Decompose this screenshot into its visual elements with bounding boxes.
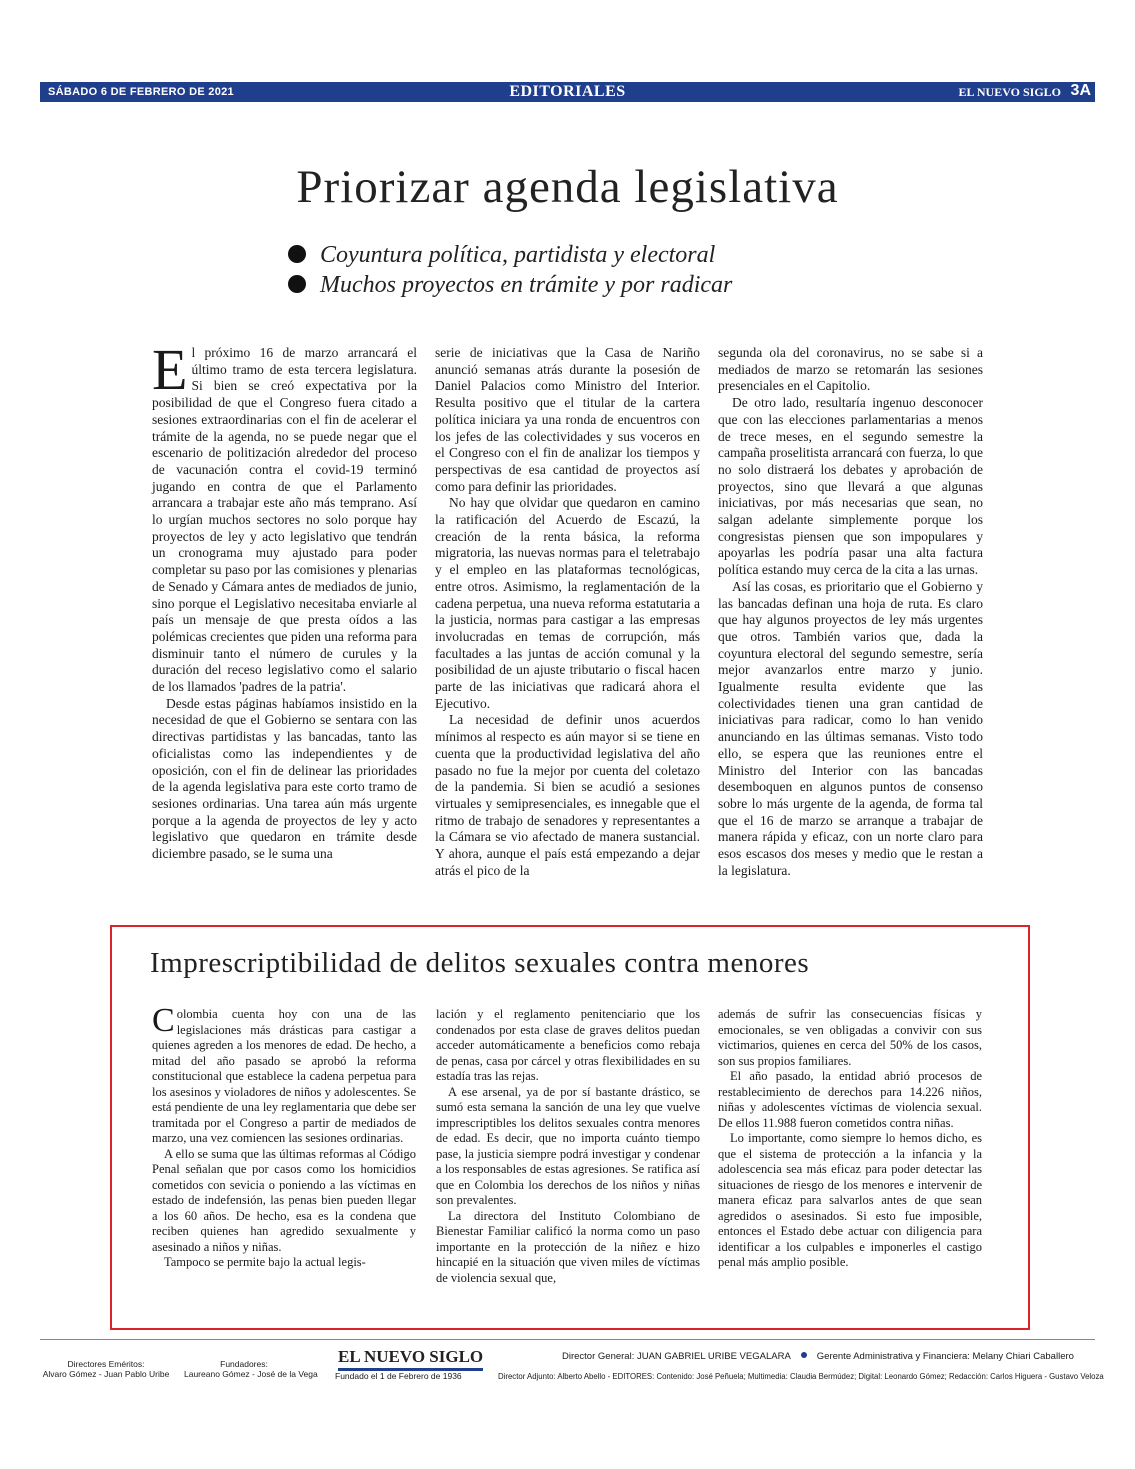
paragraph: No hay que olvidar que quedaron en camino la ratificación del Acuerdo de Escazú, la creación de la renta básica, la reforma migratoria, las nuevas normas para el teletrabajo y el empleo en las plataformas tecnológicas, entre otros. Asimismo, la reglamentación de la cadena perpetua, una nueva reforma estatutaria a la justicia, normas para castigar a las empresas involucradas en temas de corrupción, más facultades a las juntas de acción comunal y la posibilidad de un ajuste tributario o fiscal hacen parte de las iniciativas que radicará ahora el Ejecutivo. xyxy=(435,495,700,711)
paragraph: serie de iniciativas que la Casa de Nariño anunció semanas atrás durante la posesión de Daniel Palacios como Ministro del Interior. Resulta positivo que el titular de la cartera política iniciara ya una ronda de encuentros con los jefes de las colectividades y sus voceros en el Congreso con el fin de analizar los tiempos y perspectivas de esa cantidad de proyectos así como para definir las prioridades. xyxy=(435,345,700,494)
founders-names: Laureano Gómez - José de la Vega xyxy=(184,1369,318,1379)
paragraph: Tampoco se permite bajo la actual legis- xyxy=(164,1255,366,1269)
article2-column-3 xyxy=(718,1007,982,1271)
masthead-directors xyxy=(562,1351,1074,1362)
paragraph: La necesidad de definir unos acuerdos mínimos al respecto es aún mayor si se tiene en cuenta que la productividad legislativa del año pasado no fue la mejor por cuenta del coletazo de la pandemia. Si bien se acudió a sesiones virtuales y semipresenciales, es innegable que el ritmo de trabajo de senadores y representantes a la Cámara se vio afectado de manera sustancial. Y ahora, aunque el país está empezando a dejar atrás el pico de la xyxy=(435,712,700,878)
page-number: 3A xyxy=(1070,82,1091,99)
founders-block xyxy=(184,1359,318,1379)
financial-manager: Gerente Administrativa y Financiera: Melany Chiari Caballero xyxy=(816,1351,1074,1362)
paragraph: De otro lado, resultaría ingenuo desconocer que con las elecciones parlamentarias a menos de trece meses, en el segundo semestre la campaña proselitista arrancará con fuerza, lo que no solo distraerá los debates y aprobación de proyectos, sino que llevará a que algunas iniciativas, por más necesarias que sean, no salgan adelante simplemente porque los congresistas piensen que son impopulares y apoyarlas les podría pasar una alta factura política estando muy cerca de la cita a las urnas. xyxy=(718,395,983,578)
footer-divider xyxy=(40,1339,1095,1340)
paragraph: Desde estas páginas habíamos insistido en la necesidad de que el Gobierno se sentara con las directivas partidistas y las bancadas, tanto las oficialistas como las independientes y de oposición, con el fin de delinear las prioridades de la agenda legislativa para este corto tramo de sesiones ordinarias. Una tarea aún más urgente porque a la agenda de proyectos de ley y acto legislativo que quedaron en trámite desde diciembre pasado, se le suma una xyxy=(152,695,417,862)
paragraph: Colombia cuenta hoy con una de las legislaciones más drásticas para castigar a quienes agreden a los menores de edad. De hecho, a mitad del año pasado se aprobó la reforma constitucional que establece la cadena perpetua para los asesinos y violadores de niños y adolescentes. Se está pendiente de una ley reglamentaria que debe ser tramitada por el Congreso a partir de mediados de marzo, una vez comiencen las sesiones ordinarias. xyxy=(152,1002,416,1145)
paragraph: A ese arsenal, ya de por sí bastante drástico, se sumó esta semana la sanción de una ley que vuelve imprescriptibles los delitos sexuales contra menores de edad. Es decir, que no importa cuánto tiempo pase, la justicia siempre podrá investigar y condenar a los responsables de estas agresiones. Se ratifica así que en Colombia los derechos de los niños y niñas son prevalentes. xyxy=(436,1084,700,1207)
dropcap: C xyxy=(152,1002,175,1039)
footer-logo: EL NUEVO SIGLO xyxy=(338,1347,483,1371)
directors-block xyxy=(42,1359,170,1379)
paragraph: El próximo 16 de marzo arrancará el último tramo de esta tercera legislatura. Si bien se creó expectativa por la posibilidad de que el Congreso fuera citado a sesiones extraordinarias con el fin de acelerar el trámite de la agenda, no se puede negar que el escenario de politización alrededor del proceso de vacunación contra el covid-19 terminó jugando en contra de que el Parlamento arrancara a trabajar este año más temprano. Así lo urgían muchos sectores no solo porque hay proyectos de ley y acto legislativo que tendrán un cronograma muy ajustado para poder completar su paso por las comisiones y plenarias de Senado y Cámara antes de mediados de junio, sino porque el Legislativo necesitaba enviarle al país un mensaje de que presta oídos a las polémicas crecientes que piden una reforma para disminuir tanto el número de curules y la duración del receso legislativo como el salario de los llamados 'padres de la patria'. xyxy=(152,337,417,695)
secondary-editorial-title: Imprescriptibilidad de delitos sexuales contra menores xyxy=(150,947,810,979)
founders-label: Fundadores: xyxy=(220,1359,268,1369)
secondary-editorial-box xyxy=(110,925,1030,1330)
paragraph: además de sufrir las consecuencias físicas y emocionales, se ven obligadas a convivir con sus victimarios, quienes en cerca del 50% de los casos, son sus propios familiares. xyxy=(718,1007,982,1068)
paragraph: A ello se suma que las últimas reformas al Código Penal señalan que por casos como los homicidios cometidos con sevicia o poniendo a las víctimas en estado de indefensión, las penas bien pueden llegar a los 60 años. De hecho, esa es la condena que reciben quienes han agredido sexualmente y asesinado a niños y niñas. xyxy=(152,1146,416,1254)
founded-date: Fundado el 1 de Febrero de 1936 xyxy=(335,1371,462,1381)
separator-dot-icon xyxy=(801,1352,807,1358)
main-editorial-title: Priorizar agenda legislativa xyxy=(296,161,839,213)
paragraph: Lo importante, como siempre lo hemos dicho, es que el sistema de protección a la infancia y la adolescencia sea más eficaz para poder detectar las situaciones de riesgo de los menores e intervenir de manera eficaz para salvarlos antes de que sean agredidos o asesinados. Si esto fue imposible, entonces el Estado debe actuar con diligencia para identificar a los culpables e imponerles el castigo penal más amplio posible. xyxy=(718,1131,982,1269)
paragraph: La directora del Instituto Colombiano de Bienestar Familiar calificó la norma como un paso importante en la protección de la niñez e hizo hincapié en la situación que viven miles de víctimas de violencia sexual que, xyxy=(436,1208,700,1285)
section-title: EDITORIALES xyxy=(509,83,626,100)
directors-names: Alvaro Gómez - Juan Pablo Uribe xyxy=(42,1369,170,1379)
paragraph: lación y el reglamento penitenciario que los condenados por esta clase de graves delitos puedan acceder automáticamente a beneficios como rebaja de penas, casa por cárcel y otras flexibilidades en su estadía tras las rejas. xyxy=(436,1007,700,1083)
directors-label: Directores Eméritos: xyxy=(67,1359,145,1369)
subtitle-bullet: Coyuntura política, partidista y electoral xyxy=(288,240,732,270)
bullet-dot-icon xyxy=(288,245,306,263)
paragraph: segunda ola del coronavirus, no se sabe si a mediados de marzo se retomarán las sesiones presenciales en el Capitolio. xyxy=(718,345,983,394)
masthead-staff: Director Adjunto: Alberto Abello - EDITORES: Contenido: José Peñuela; Multimedia: Claudia Bermúdez; Digital: Leonardo Gómez; Redacción: Carlos Higuera - Gustavo Veloza xyxy=(498,1372,1104,1381)
article1-column-3 xyxy=(718,345,983,880)
article2-column-1 xyxy=(152,1002,416,1271)
page-header-bar xyxy=(40,82,1095,102)
director-general: Director General: JUAN GABRIEL URIBE VEGALARA xyxy=(562,1351,791,1362)
article1-column-2 xyxy=(435,345,700,880)
issue-date: SÁBADO 6 DE FEBRERO DE 2021 xyxy=(48,86,234,98)
article2-column-2 xyxy=(436,1007,700,1286)
paragraph: Así las cosas, es prioritario que el Gobierno y las bancadas definan una hoja de ruta. Es claro que hay algunos proyectos de ley más urgentes que otros. También varios que, dada la coyuntura electoral del segundo semestre, sería mejor avanzarlos entre marzo y junio. Igualmente resulta evidente que las colectividades tienen una gran cantidad de iniciativas para radicar, como lo han venido anunciando en las últimas semanas. Visto todo ello, se espera que las reuniones entre el Ministro del Interior con las bancadas desemboquen en algunos puntos de consenso sobre lo más urgente de la agenda, de forma tal que el 16 de marzo se arranque a trabajar de manera rápida y eficaz, con un norte claro para esos escasos dos meses y medio que le restan a la legislatura. xyxy=(718,578,983,878)
dropcap: E xyxy=(152,337,188,402)
bullet-dot-icon xyxy=(288,275,306,293)
subtitle-bullet: Muchos proyectos en trámite y por radicar xyxy=(288,270,732,300)
subtitle-bullets xyxy=(288,240,732,300)
newspaper-name: EL NUEVO SIGLO xyxy=(958,85,1061,99)
paragraph: El año pasado, la entidad abrió procesos de restablecimiento de derechos para 14.226 niños, niñas y adolescentes víctimas de violencia sexual. De ellos 11.988 fueron cometidos contra niñas. xyxy=(718,1069,982,1130)
article1-column-1 xyxy=(152,337,417,863)
